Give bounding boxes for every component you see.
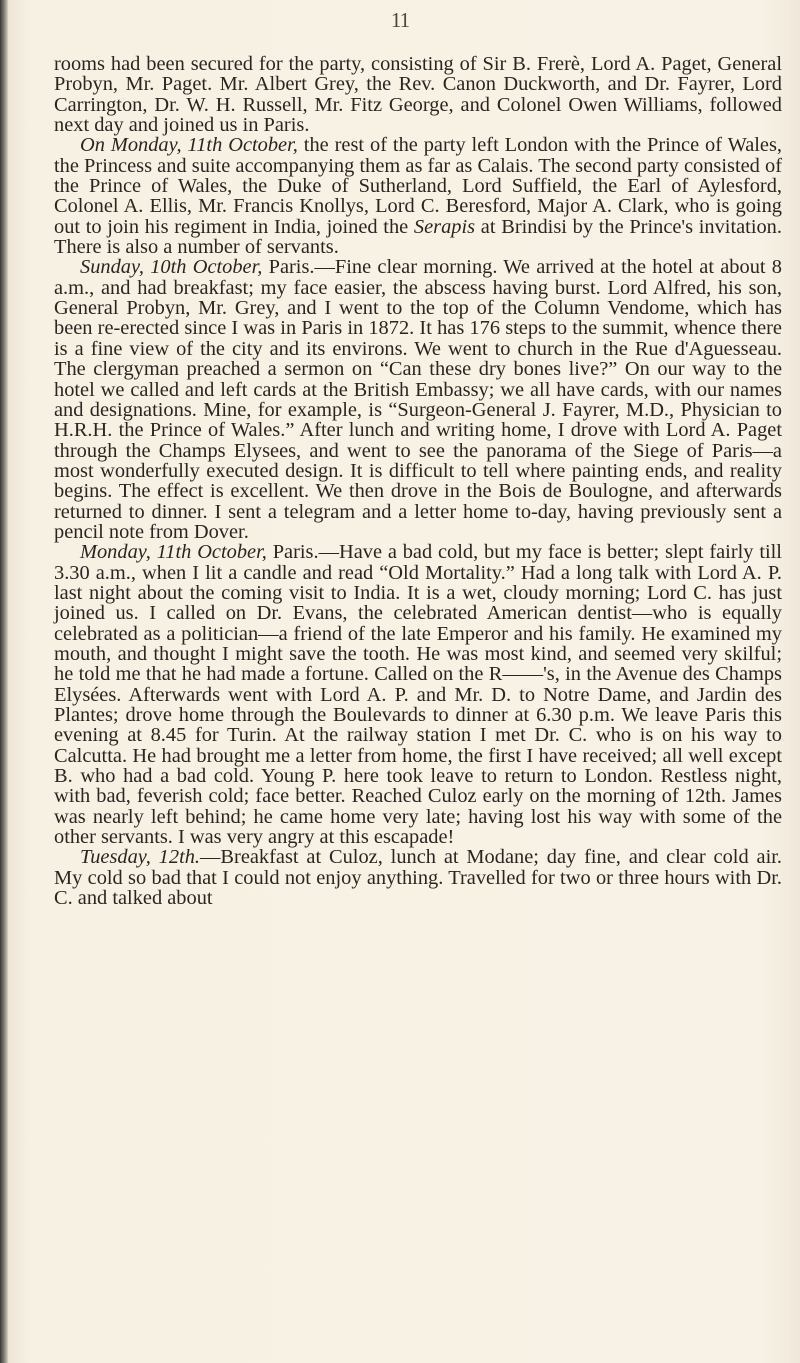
paragraph-text: rooms had been secured for the party, consisting of Sir B. Frerè, Lord A. Paget, General Probyn, Mr. Paget. Mr. Albert Grey, the Rev. Canon Duckworth, and Dr. Fayrer, Lord Carrington, Dr. W. H. Russell, Mr. Fitz George, and Colonel Owen Williams, followed next day and joined us in Paris. bbox=[54, 53, 782, 137]
paragraph-text: the rest of the party left London with the Prince of Wales, the Princess and suite accompanying them as far as Calais. The second party consisted of the Prince of Wales, the Duke of Sutherland, Lord Suffield, the Earl of Aylesford, Colonel A. Ellis, Mr. Francis Knollys, Lord C. Beresford, Major A. Clark, who is going out to join his regiment in India, joined the bbox=[54, 134, 782, 238]
paragraph-text-tail: at Brindisi by the Prince's invitation. There is also a number of servants. bbox=[54, 215, 782, 259]
diary-entry-monday-11th-paris bbox=[54, 542, 782, 847]
entry-date-heading: Sunday, 10th October, bbox=[80, 256, 263, 279]
diary-entry-tuesday-12th bbox=[54, 847, 782, 908]
entry-date-heading: On Monday, 11th October, bbox=[80, 134, 298, 157]
paragraph-text: Paris.—Have a bad cold, but my face is better; slept fairly till 3.30 a.m., when I lit a candle and read “Old Mortality.” Had a long talk with Lord A. P. last night about the coming visit to India. It is a wet, cloudy morning; Lord C. has just joined us. I called on Dr. Evans, the celebrated American dentist—who is equally celebrated as a politician—a friend of the late Emperor and his family. He examined my mouth, and thought I might save the tooth. He was most kind, and seemed very skilful; he told me that he had made a fortune. Called on the R——'s, in the Avenue des Champs Elysées. Afterwards went with Lord A. P. and Mr. D. to Notre Dame, and Jardin des Plantes; drove home through the Boulevards to dinner at 6.30 p.m. We leave Paris this evening at 8.45 for Turin. At the railway station I met Dr. C. who is on his way to Calcutta. He had brought me a letter from home, the first I have received; all well except B. who had a bad cold. Young P. here took leave to return to London. Restless night, with bad, feverish cold; face better. Reached Culoz early on the morning of 12th. James was nearly left behind; he came home very late; having lost his way with some of the other servants. I was very angry at this escapade! bbox=[54, 541, 782, 849]
diary-entry-monday-11th bbox=[54, 135, 782, 257]
entry-date-heading: Tuesday, 12th. bbox=[80, 846, 201, 869]
paragraph-text: Paris.—Fine clear morning. We arrived at the hotel at about 8 a.m., and had breakfast; my face easier, the abscess having burst. Lord Alfred, his son, General Probyn, Mr. Grey, and I went to the top of the Column Vendome, which has been re-erected since I was in Paris in 1872. It has 176 steps to the summit, whence there is a fine view of the city and its environs. We went to church in the Rue d'Aguesseau. The clergyman preached a sermon on “Can these dry bones live?” On our way to the hotel we called and left cards at the British Embassy; we all have cards, with our names and designations. Mine, for example, is “Surgeon-General J. Fayrer, M.D., Physician to H.R.H. the Prince of Wales.” After lunch and writing home, I drove with Lord A. Paget through the Champs Elysees, and went to see the panorama of the Siege of Paris—a most wonderfully executed design. It is difficult to tell where painting ends, and reality begins. The effect is excellent. We then drove in the Bois de Boulogne, and afterwards returned to dinner. I sent a telegram and a letter home to-day, having previously sent a pencil note from Dover. bbox=[54, 256, 782, 543]
page-binding-edge bbox=[0, 0, 8, 1363]
ship-name: Serapis bbox=[413, 215, 476, 238]
page-number: 11 bbox=[390, 8, 410, 32]
paragraph-text: —Breakfast at Culoz, lunch at Modane; day fine, and clear cold air. My cold so bad that I could not enjoy anything. Travelled for two or three hours with Dr. C. and talked about bbox=[54, 846, 782, 910]
page-body-text bbox=[54, 54, 782, 908]
paragraph-rooms-secured bbox=[54, 54, 782, 135]
diary-entry-sunday-10th bbox=[54, 257, 782, 542]
entry-date-heading: Monday, 11th October, bbox=[80, 541, 267, 564]
